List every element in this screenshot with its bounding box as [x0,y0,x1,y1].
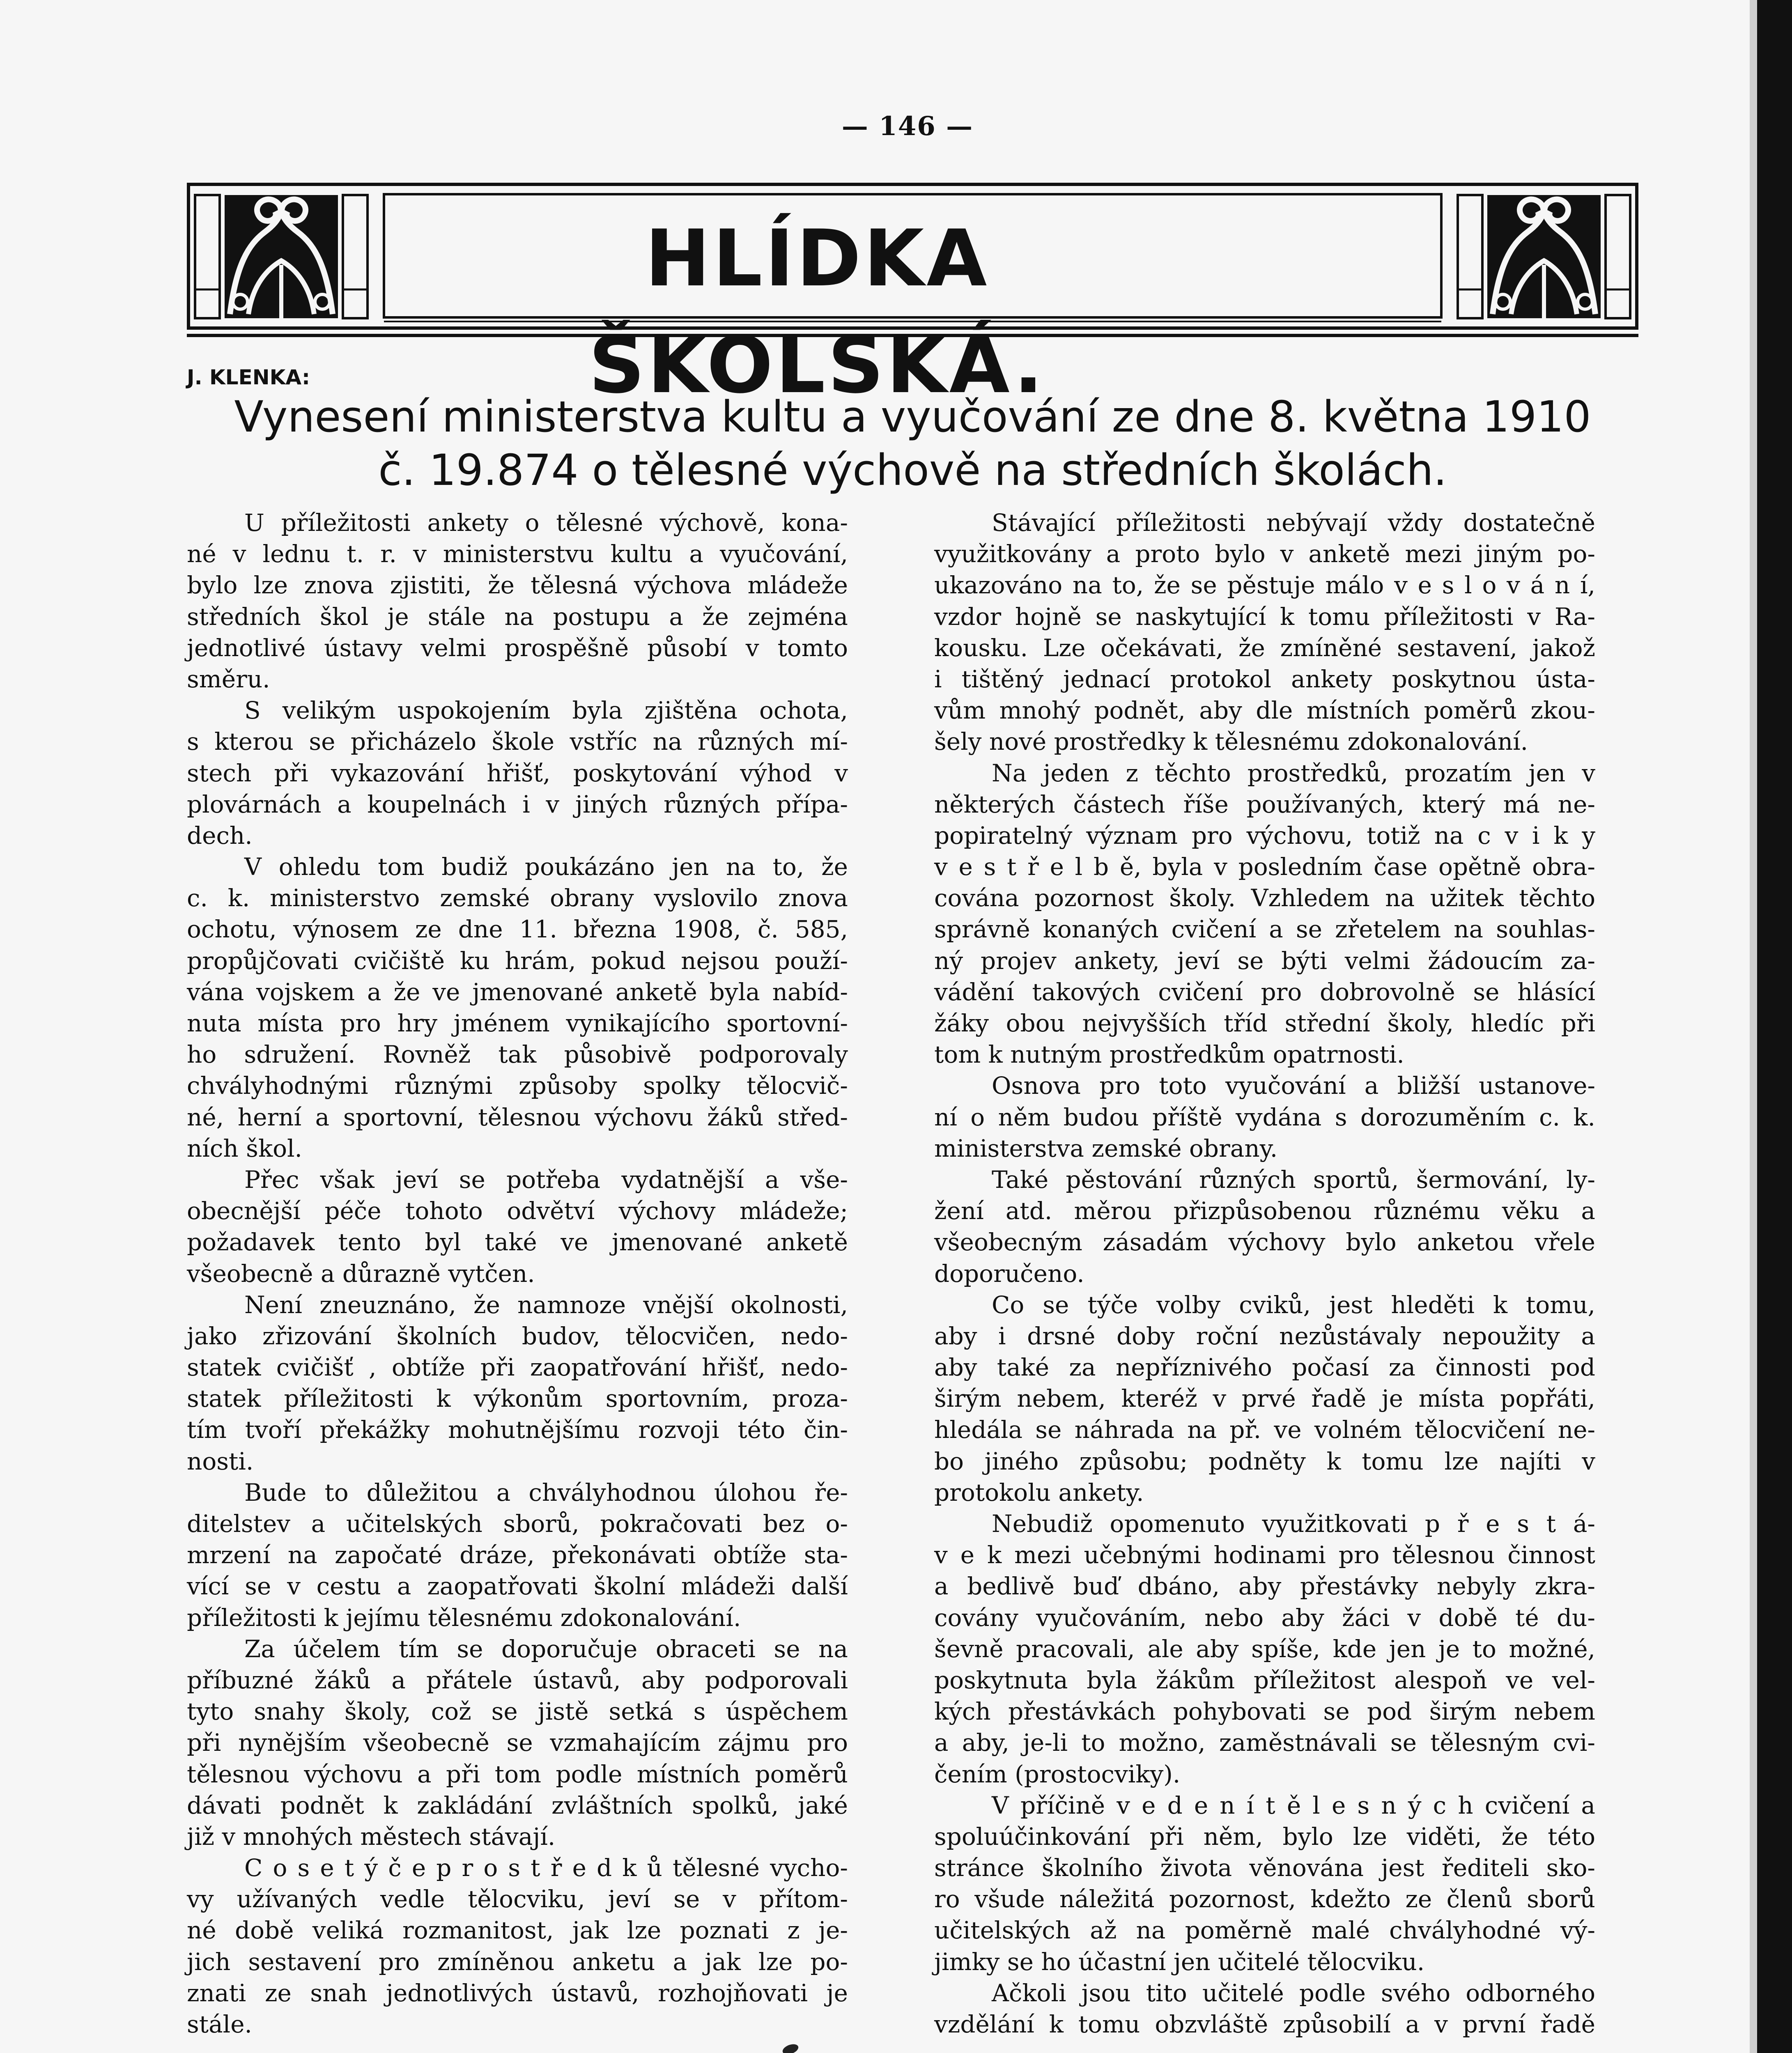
text-line: Bude to důležitou a chvályhodnou úlohou ře- [244,1478,848,1506]
text-line: né, herní a sportovní, tělesnou výchovu žáků střed- [187,1103,848,1131]
text-line: některých částech říše používaných, který má ne- [934,790,1595,818]
text-line: ní o něm budou příště vydána s dorozuměním c. k. [934,1103,1595,1131]
text-line: ministerstva zemské obrany. [934,1134,1278,1162]
text-line: i tištěný jednací protokol ankety poskytnou ústa- [934,665,1595,693]
text-line: požadavek tento byl také ve jmenované anketě [187,1228,848,1256]
text-line: covány vyučováním, nebo aby žáci v době té du- [934,1603,1595,1632]
text-line: při nynějším všeobecně se vzmahajícím zájmu pro [187,1729,848,1757]
text-line: Nebudiž opomenuto využitkovati p ř e s t á- [992,1510,1595,1538]
text-line: využitkovány a proto bylo v anketě mezi jiným po- [934,540,1595,568]
text-line: spoluúčinkování při něm, bylo lze viděti, že této [934,1822,1595,1851]
text-line: tom k nutným prostředkům opatrnosti. [934,1040,1404,1069]
text-line: jimky se ho účastní jen učitelé tělocviku. [934,1947,1425,1976]
section-title: HLÍDKA ŠKOLSKÁ. [588,213,1046,411]
text-line: chvályhodnými různými způsoby spolky tělocvič- [187,1072,848,1100]
text-line: všeobecně a důrazně vytčen. [187,1259,535,1288]
text-line: ný projev ankety, jeví se býti velmi žádoucím za- [934,946,1595,975]
text-line: vící se v cestu a zaopatřovati školní mládeži další [187,1572,848,1601]
text-line: cována pozornost školy. Vzhledem na užitek těchto [934,884,1595,912]
text-line: Co se týče volby cviků, jest hleděti k tomu, [992,1291,1595,1319]
text-line: žáky obou nejvyšších tříd střední školy, hledíc při [934,1009,1595,1037]
text-line: Osnova pro toto vyučování a bližší ustanove- [992,1072,1595,1100]
text-line: vána vojskem a že ve jmenované anketě byla nabíd- [187,978,848,1006]
left-text-column [187,507,848,2040]
right-ornament-icon [1458,195,1630,318]
text-line: Přec však jeví se potřeba vydatnější a vše- [244,1165,848,1194]
text-line: doporučeno. [934,1259,1084,1288]
text-line: statek cvičišť , obtíže při zaopatřování hřišť, nedo- [187,1353,848,1382]
text-line: Za účelem tím se doporučuje obraceti se na [244,1635,848,1663]
article-title-line-2: č. 19.874 o tělesné výchově na středních školách. [378,445,1447,495]
text-line: nuta místa pro hry jménem vynikajícího sportovní- [187,1009,848,1037]
text-line: jich sestavení pro zmíněnou anketu a jak lze po- [187,1947,848,1976]
text-line: Ačkoli jsou tito učitelé podle svého odborného [992,1979,1595,2007]
text-line: kousku. Lze očekávati, že zmíněné sestavení, jakož [934,634,1595,662]
text-line: v e k mezi učebnými hodinami pro tělesnou činnost [934,1541,1595,1569]
text-line: poskytnuta byla žákům příležitost alespoň ve vel- [934,1666,1595,1694]
text-line: žení atd. měrou přizpůsobenou různému věku a [934,1197,1595,1225]
text-line: mrzení na započaté dráze, překonávati obtíže sta- [187,1541,848,1569]
text-line: vzdor hojně se naskytující k tomu příležitosti v Ra- [934,602,1595,631]
text-line: bo jiného způsobu; podněty k tomu lze najíti v [934,1447,1595,1475]
text-line: Stávající příležitosti nebývají vždy dostatečně [992,509,1595,537]
text-line: v e s t ř e l b ě, byla v posledním čase opětně obra- [934,853,1595,881]
left-ornament-icon [195,195,368,318]
text-line: s kterou se přicházelo škole vstříc na různých mí- [187,728,848,756]
text-line: hledála se náhrada na př. ve volném tělocvičení ne- [934,1416,1595,1444]
text-line: statek příležitosti k výkonům sportovním, proza- [187,1385,848,1413]
text-line: bylo lze znova zjistiti, že tělesná výchova mládeže [187,571,848,599]
text-line: ševně pracovali, ale aby spíše, kde jen je to možné, [934,1635,1595,1663]
text-line: ro všude náležitá pozornost, kdežto ze členů sborů [934,1885,1595,1913]
text-line: širým nebem, kteréž v prvé řadě je místa popřáti, [934,1385,1595,1413]
text-line: C o s e t ý č e p r o s t ř e d k ů tělesné vycho- [244,1854,848,1882]
text-line: tělesnou výchovu a při tom podle místních poměrů [187,1760,848,1788]
text-line: tyto snahy školy, což se jistě setká s úspěchem [187,1697,848,1726]
text-line: čením (prostocviky). [934,1760,1181,1788]
article-title-line-1: Vynesení ministerstva kultu a vyučování ze dne 8. května 1910 [234,392,1591,442]
text-line: obecnější péče tohoto odvětví výchovy mládeže; [187,1197,848,1225]
text-line: S velikým uspokojením byla zjištěna ochota, [244,696,848,725]
text-line: učitelských až na poměrně malé chvályhodné vý- [934,1916,1595,1945]
text-line: vzdělání k tomu obzvláště způsobilí a v první řadě [934,2010,1595,2038]
text-line: ukazováno na to, že se pěstuje málo v e s l o v á n í, [934,571,1595,599]
text-line: jednotlivé ústavy velmi prospěšně působí v tomto [187,634,848,662]
text-line: c. k. ministerstvo zemské obrany vyslovilo znova [187,884,848,912]
text-line: dech. [187,821,253,850]
text-line: U příležitosti ankety o tělesné výchově, kona- [244,509,848,537]
text-line: propůjčovati cvičiště ku hrám, pokud nejsou použí- [187,946,848,975]
text-line: popiratelný význam pro výchovu, totiž na c v i k y [934,821,1595,850]
text-line: ochotu, výnosem ze dne 11. března 1908, č. 585, [187,915,848,944]
text-line: V ohledu tom budiž poukázáno jen na to, že [244,853,848,881]
text-line: né době veliká rozmanitost, jak lze poznati z je- [187,1916,848,1945]
text-line: stech při vykazování hřišť, poskytování výhod v [187,759,848,787]
text-line: příbuzné žáků a přátele ústavů, aby podporovali [187,1666,848,1694]
text-line: stránce školního života věnována jest řediteli sko- [934,1854,1595,1882]
text-line: protokolu ankety. [934,1478,1144,1506]
text-line: znati ze snah jednotlivých ústavů, rozhojňovati je [187,1979,848,2007]
text-line: ních škol. [187,1134,302,1162]
text-line: všeobecným zásadám výchovy bylo anketou vřele [934,1228,1595,1256]
text-line: ho sdružení. Rovněž tak působivě podporovaly [187,1040,848,1069]
article-author: J. KLENKA: [187,365,310,389]
text-line: ditelstev a učitelských sborů, pokračovati bez o- [187,1510,848,1538]
text-line: šely nové prostředky k tělesnému zdokonalování. [934,728,1528,756]
text-line: Také pěstování různých sportů, šermování, ly- [992,1165,1595,1194]
text-line: V příčině v e d e n í t ě l e s n ý c h cvičení a [992,1791,1595,1819]
text-line: již v mnohých městech stávají. [187,1822,556,1851]
text-line: směru. [187,665,270,693]
right-text-column [934,507,1595,2040]
text-line: vádění takových cvičení pro dobrovolně se hlásící [934,978,1595,1006]
text-line: plovárnách a koupelnách i v jiných různých přípa- [187,790,848,818]
text-line: Není zneuznáno, že namnoze vnější okolnosti, [244,1291,848,1319]
page-number: — 146 — [841,111,974,142]
text-line: stále. [187,2010,252,2038]
text-line: vy užívaných vedle tělocviku, jeví se v přítom- [187,1885,848,1913]
text-line: a aby, je-li to možno, zaměstnávali se tělesným cvi- [934,1729,1595,1757]
text-line: příležitosti k jejímu tělesnému zdokonalování. [187,1603,741,1632]
text-line: a bedlivě buď dbáno, aby přestávky nebyly zkra- [934,1572,1595,1601]
text-line: Na jeden z těchto prostředků, prozatím jen v [992,759,1595,787]
text-line: dávati podnět k zakládání zvláštních spolků, jaké [187,1791,848,1819]
text-line: správně konaných cvičení a se zřetelem na souhlas- [934,915,1595,944]
text-line: aby i drsné doby roční nezůstávaly nepoužity a [934,1322,1595,1350]
text-line: vům mnohý podnět, aby dle místních poměrů zkou- [934,696,1595,725]
text-line: aby také za nepříznivého počasí za činnosti pod [934,1353,1595,1382]
page-edge-shadow [1750,0,1757,2053]
scan-border [1757,0,1792,2053]
text-line: jako zřizování školních budov, tělocvičen, nedo- [187,1322,848,1350]
text-line: nosti. [187,1447,254,1475]
text-line: středních škol je stále na postupu a že zejména [187,602,848,631]
ink-smudge [781,2042,800,2053]
text-line: kých přestávkách pohybovati se pod širým nebem [934,1697,1595,1726]
text-line: tím tvoří překážky mohutnějšímu rozvoji této čin- [187,1416,848,1444]
article-title [187,390,1638,497]
text-line: né v lednu t. r. v ministerstvu kultu a vyučování, [187,540,848,568]
